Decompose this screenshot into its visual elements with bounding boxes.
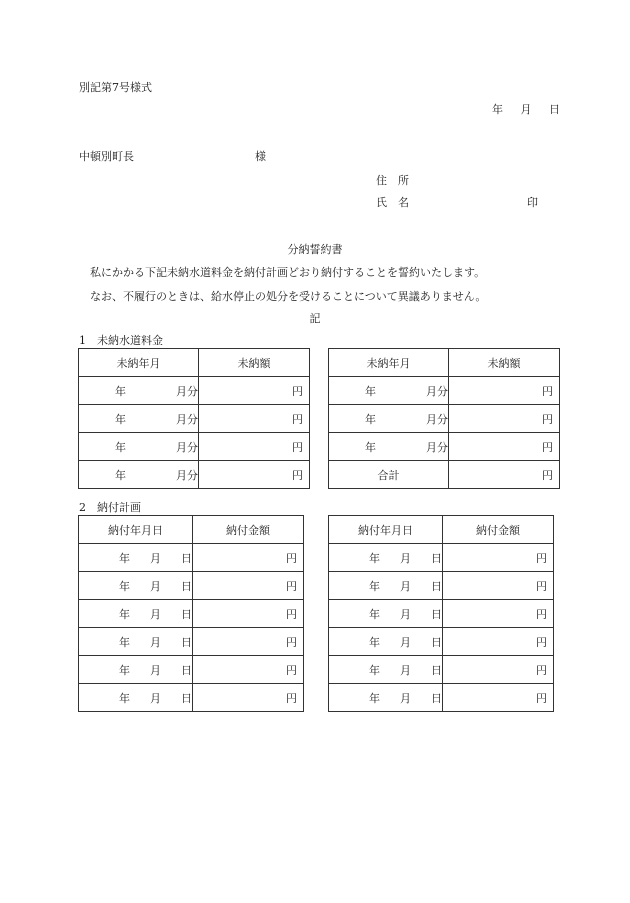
payment-cell[interactable]: 円 [443,544,554,572]
unpaid-table-left [78,348,310,489]
period-cell[interactable]: 年 月分 [329,405,449,433]
date-cell[interactable]: 年 月 日 [329,572,443,600]
date-cell[interactable]: 年 月 日 [79,656,193,684]
amount-cell[interactable]: 円 [199,405,310,433]
period-cell[interactable]: 年 月分 [79,433,199,461]
date-cell[interactable]: 年 月 日 [79,628,193,656]
payment-cell[interactable]: 円 [443,628,554,656]
table-total-row [329,461,560,489]
table-row [329,433,560,461]
date-month: 月 [520,103,532,116]
amount-cell[interactable]: 円 [449,405,560,433]
section-unpaid-heading: 1 未納水道料金 [79,334,163,347]
col-header-date: 納付年月日 [79,516,193,544]
honorific: 様 [255,150,266,163]
form-number: 別記第7号様式 [79,81,152,94]
table-row [329,600,554,628]
table-row [79,684,304,712]
amount-cell[interactable]: 円 [199,461,310,489]
col-header-payment: 納付金額 [193,516,304,544]
col-header-period: 未納年月 [79,349,199,377]
plan-table-right [328,515,554,712]
amount-cell[interactable]: 円 [449,377,560,405]
seal-mark: 印 [527,196,538,209]
date-cell[interactable]: 年 月 日 [329,600,443,628]
date-cell[interactable]: 年 月 日 [79,572,193,600]
table-header-row [329,349,560,377]
unpaid-table-right [328,348,560,489]
table-row [79,600,304,628]
table-header-row [79,349,310,377]
payment-cell[interactable]: 円 [193,628,304,656]
total-amount-cell[interactable]: 円 [449,461,560,489]
payment-cell[interactable]: 円 [443,572,554,600]
date-cell[interactable]: 年 月 日 [79,684,193,712]
date-cell[interactable]: 年 月 日 [79,544,193,572]
total-label: 合計 [329,461,449,489]
table-row [79,544,304,572]
table-row [329,656,554,684]
date-cell[interactable]: 年 月 日 [329,628,443,656]
payment-cell[interactable]: 円 [193,684,304,712]
table-row [329,628,554,656]
name-label: 氏 名 [376,196,409,209]
period-cell[interactable]: 年 月分 [329,433,449,461]
addressee: 中頓別町長 [79,150,134,163]
table-row [329,572,554,600]
date-year: 年 [492,103,503,116]
period-cell[interactable]: 年 月分 [79,461,199,489]
pledge-paragraph-1: 私にかかる下記未納水道料金を納付計画どおり納付することを誓約いたします。 [90,266,486,279]
payment-cell[interactable]: 円 [443,684,554,712]
address-label: 住 所 [376,174,409,187]
notation-ki: 記 [309,312,321,325]
table-row [79,405,310,433]
payment-cell[interactable]: 円 [443,600,554,628]
date-cell[interactable]: 年 月 日 [329,656,443,684]
col-header-payment: 納付金額 [443,516,554,544]
table-row [329,544,554,572]
date-day: 日 [548,103,560,116]
payment-cell[interactable]: 円 [193,544,304,572]
col-header-amount: 未納額 [449,349,560,377]
table-header-row [329,516,554,544]
table-row [79,461,310,489]
table-row [329,684,554,712]
payment-cell[interactable]: 円 [193,572,304,600]
period-cell[interactable]: 年 月分 [79,377,199,405]
section-plan-heading: 2 納付計画 [79,501,141,514]
payment-cell[interactable]: 円 [443,656,554,684]
table-row [79,628,304,656]
table-row [79,656,304,684]
date-cell[interactable]: 年 月 日 [79,600,193,628]
table-row [329,377,560,405]
pledge-paragraph-2: なお、不履行のときは、給水停止の処分を受けることについて異議ありません。 [90,290,487,303]
payment-cell[interactable]: 円 [193,656,304,684]
period-cell[interactable]: 年 月分 [329,377,449,405]
payment-cell[interactable]: 円 [193,600,304,628]
table-header-row [79,516,304,544]
table-row [79,433,310,461]
table-row [79,377,310,405]
table-row [79,572,304,600]
date-cell[interactable]: 年 月 日 [329,544,443,572]
col-header-amount: 未納額 [199,349,310,377]
amount-cell[interactable]: 円 [199,377,310,405]
date-line [492,104,560,115]
col-header-date: 納付年月日 [329,516,443,544]
col-header-period: 未納年月 [329,349,449,377]
period-cell[interactable]: 年 月分 [79,405,199,433]
table-row [329,405,560,433]
document-title: 分納誓約書 [287,243,343,256]
amount-cell[interactable]: 円 [199,433,310,461]
amount-cell[interactable]: 円 [449,433,560,461]
date-cell[interactable]: 年 月 日 [329,684,443,712]
plan-table-left [78,515,304,712]
